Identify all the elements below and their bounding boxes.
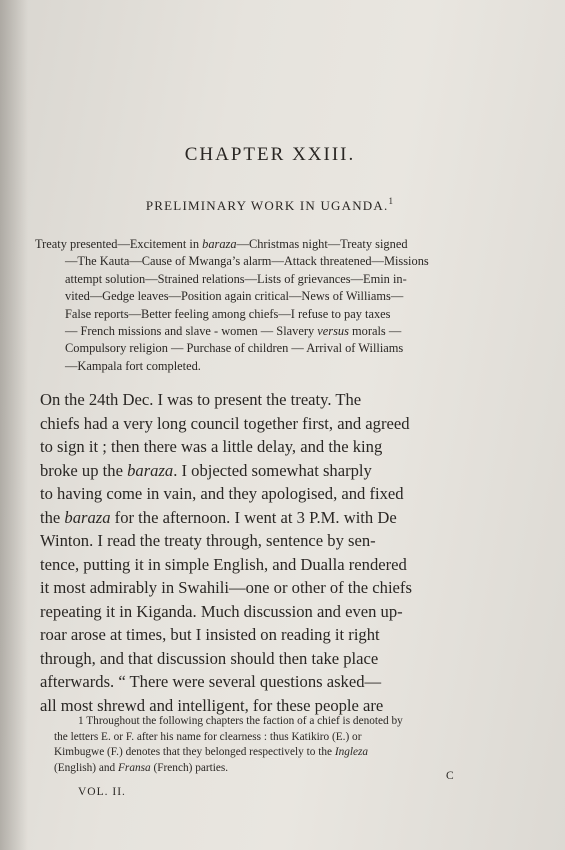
text-run: —Christmas night—Treaty signed [236,237,408,251]
italic-term: baraza [64,507,111,527]
body-line [40,412,510,436]
synopsis-line [35,253,510,270]
italic-term: baraza [202,237,237,251]
page-gutter-shadow [0,0,28,850]
text-run: (English) and [54,761,119,774]
body-line [40,506,510,530]
synopsis-line [35,323,510,340]
footnote-marker: 1 [388,196,395,206]
text-run: Winton. I read the treaty through, sentence by sen- [40,531,376,550]
signature-mark: C [446,770,454,782]
text-run: morals — [348,324,402,339]
italic-term: Ingleza [334,746,369,759]
text-run: the letters E. or F. after his name for clearness : thus Katikiro (E.) or [54,730,362,743]
text-run: On the 24th Dec. I was to present the treaty. The [40,390,362,409]
footnote [54,714,514,776]
body-paragraph [40,388,510,717]
synopsis-line [35,271,510,288]
text-run: the [40,507,65,527]
text-run: — French missions and slave - women — Slavery [65,324,318,339]
text-run: tence, putting it in simple English, and Dualla rendered [40,554,407,574]
volume-label: VOL. II. [78,786,126,798]
text-run: 1 Throughout the following chapters the faction of a chief is denoted by [78,715,403,727]
chapter-subtitle-text: PRELIMINARY WORK IN UGANDA. [145,198,389,213]
body-line [40,388,510,412]
body-line [40,670,510,694]
text-run: all most shrewd and intelligent, for these people are [40,695,384,715]
chapter-subtitle [0,196,540,214]
text-run: —Kampala fort completed. [65,358,201,373]
text-run: afterwards. “ There were several questions asked— [40,672,382,691]
text-run: roar arose at times, but I insisted on reading it right [40,625,380,644]
text-run: attempt solution—Strained relations—Lists of grievances—Emin in- [65,271,407,286]
italic-term: versus [317,324,349,339]
text-run: to sign it ; then there was a little delay, and the king [40,437,383,456]
text-run: Kimbugwe (F.) denotes that they belonged respectively to the [54,746,335,759]
italic-term: baraza [127,460,174,480]
body-line [40,623,510,647]
body-line [40,529,510,553]
text-run: vited—Gedge leaves—Position again critical—News of Williams— [65,289,404,304]
text-run: for the afternoon. I went at 3 P.M. with De [110,507,397,527]
body-line [40,647,510,671]
text-run: False reports—Better feeling among chiefs—I refuse to pay taxes [65,306,391,321]
text-run: chiefs had a very long council together first, and agreed [40,413,410,433]
text-run: it most admirably in Swahili—one or other of the chiefs [40,578,412,597]
italic-term: Fransa [118,761,151,774]
body-line [40,576,510,600]
text-run: —The Kauta—Cause of Mwanga’s alarm—Attack threatened—Missions [65,254,429,269]
text-run: Treaty presented—Excitement in [35,237,203,251]
body-line [40,435,510,459]
text-run: . I objected somewhat sharply [173,460,372,480]
text-run: through, and that discussion should then take place [40,648,379,668]
synopsis-line [35,358,510,375]
body-line [40,600,510,624]
body-line [40,482,510,506]
synopsis-line [35,288,510,305]
text-run: Compulsory religion — Purchase of children — Arrival of Williams [65,341,404,356]
body-line [40,553,510,577]
footnote-line [54,761,514,777]
body-line [40,459,510,483]
text-run: repeating it in Kiganda. Much discussion and even up- [40,601,403,621]
footnote-line [54,745,514,761]
text-run: to having come in vain, and they apologised, and fixed [40,484,404,503]
footnote-line [54,714,514,730]
footnote-line [54,730,514,746]
chapter-synopsis [35,236,510,375]
chapter-title: CHAPTER XXIII. [184,144,356,165]
synopsis-line [35,236,510,253]
synopsis-line [35,306,510,323]
synopsis-line [35,340,510,357]
text-run: (French) parties. [150,761,229,774]
text-run: broke up the [40,460,128,480]
